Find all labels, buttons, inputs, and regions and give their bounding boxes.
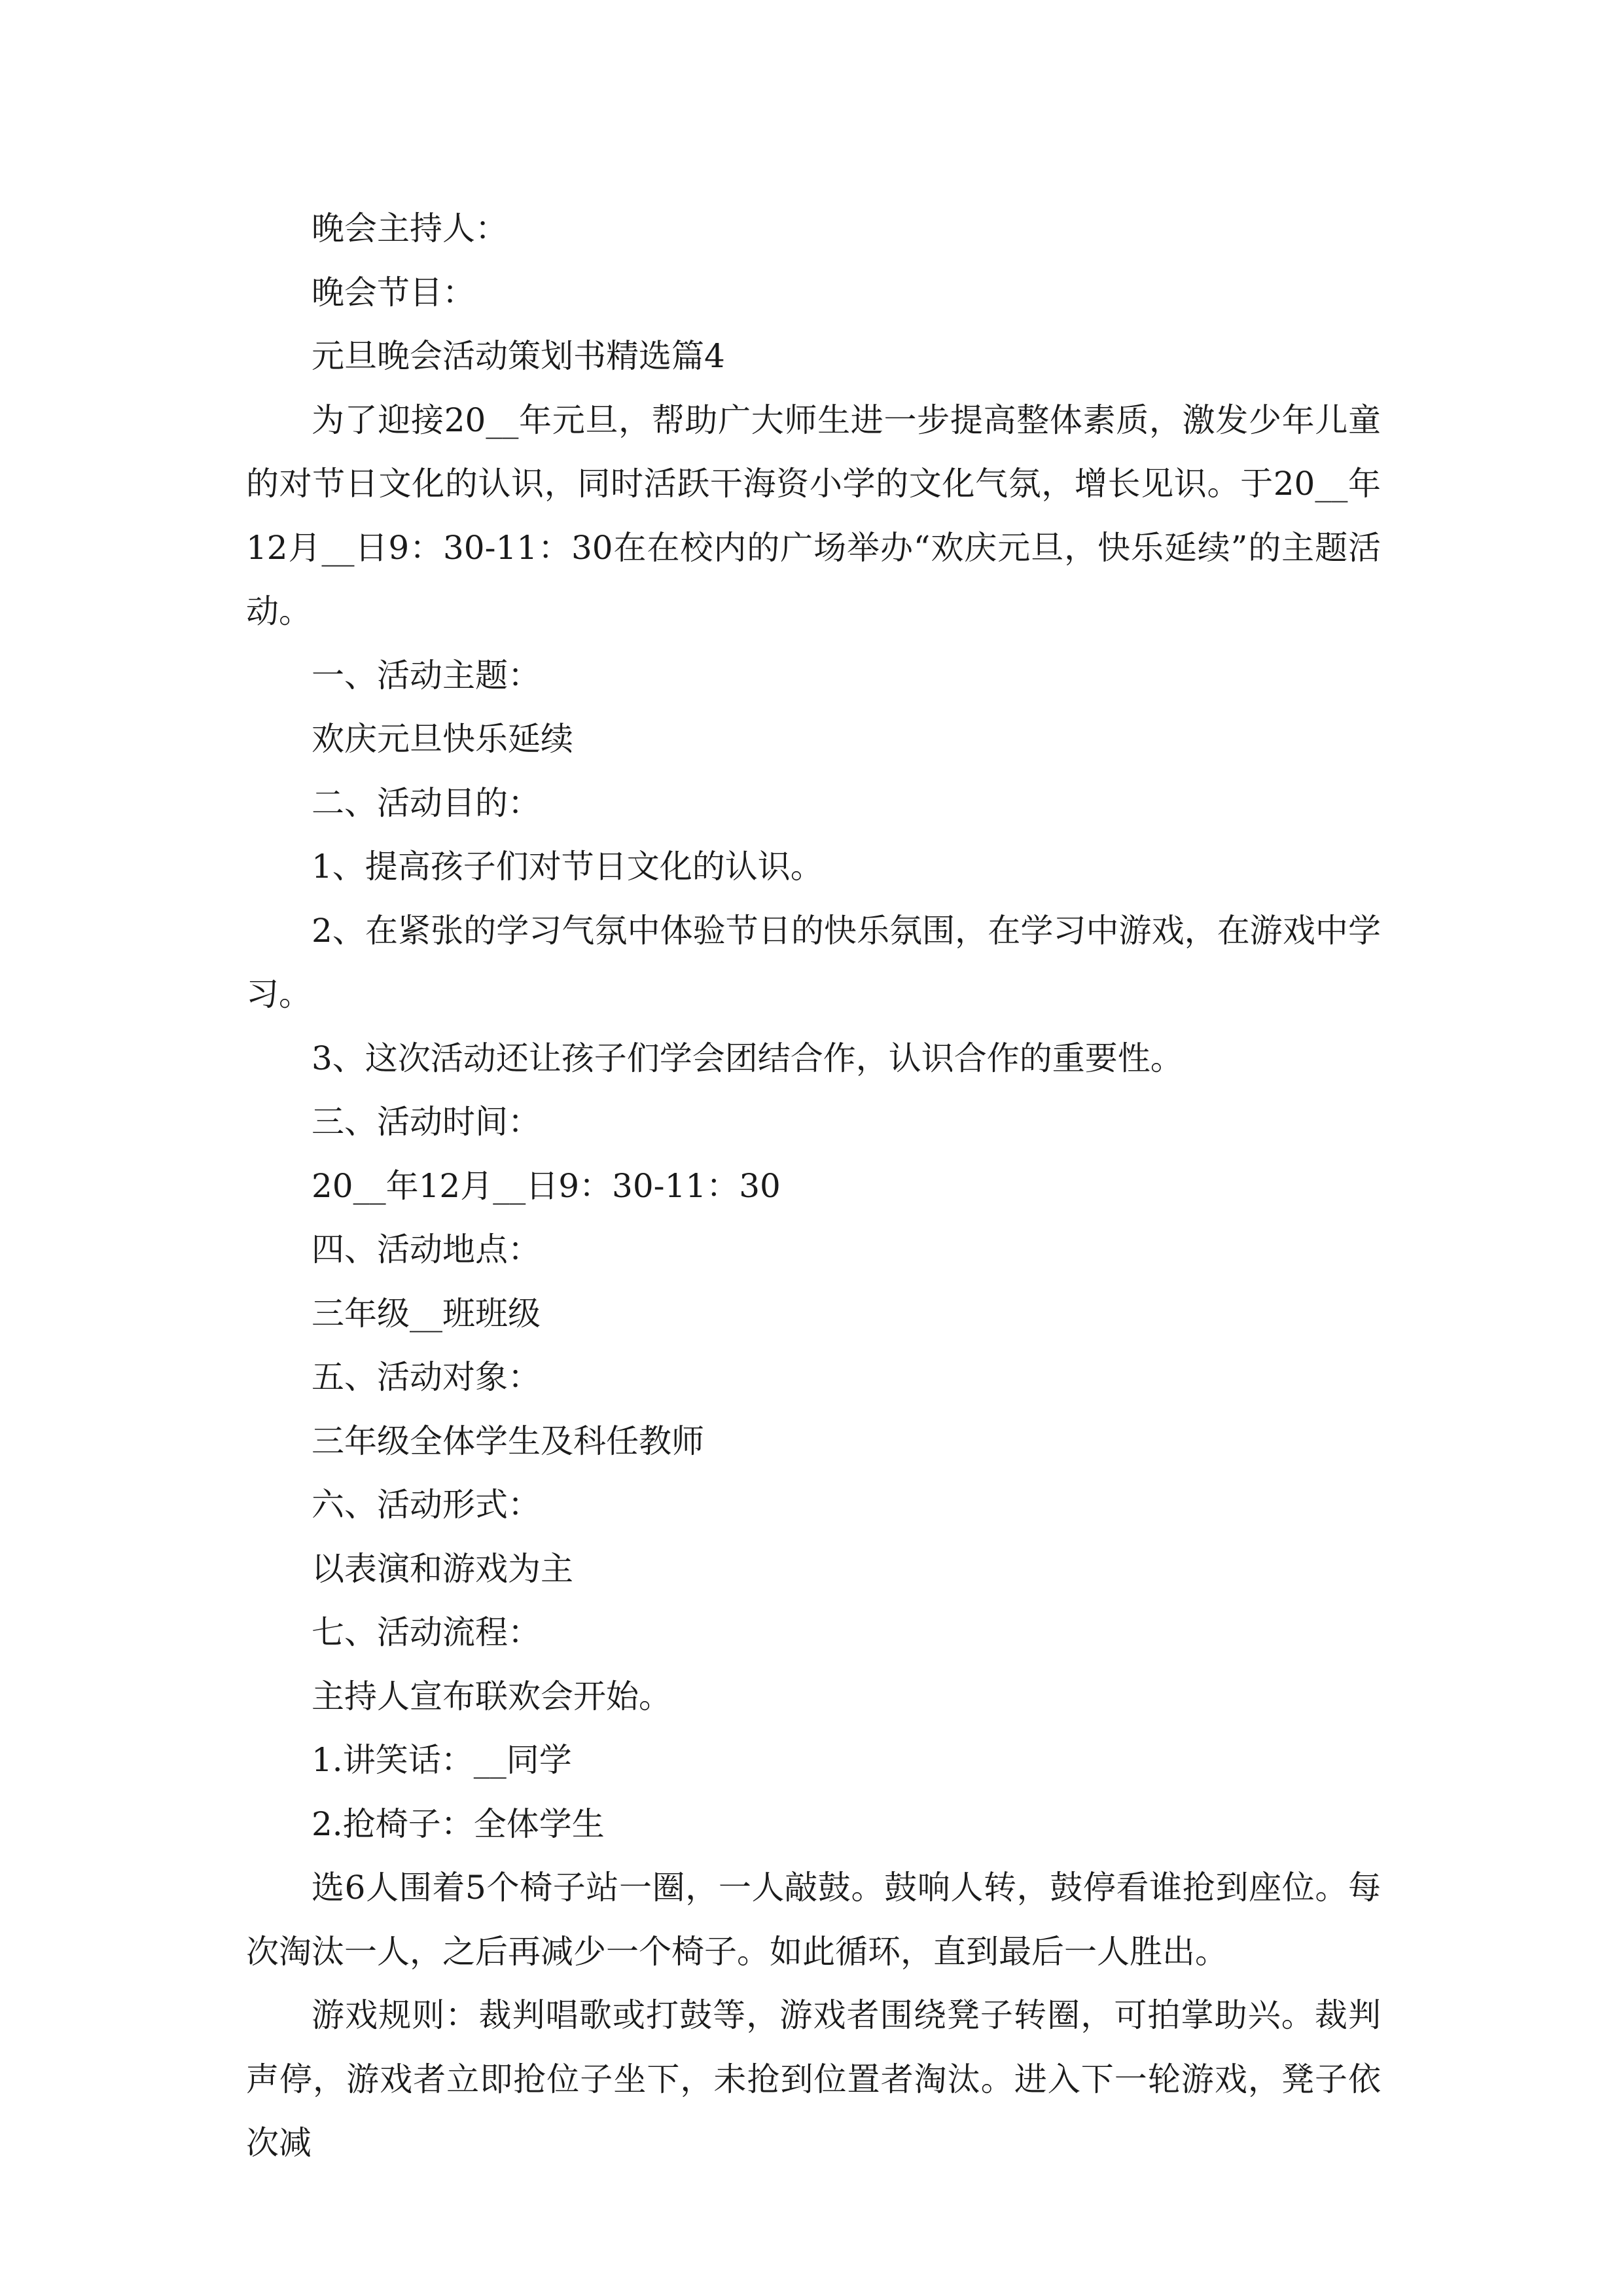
heading-process: 七、活动流程： (312, 1613, 541, 1651)
heading-location: 四、活动地点： (312, 1230, 541, 1268)
paragraph-program: 晚会节目： (312, 273, 475, 312)
paragraph-game-description: 选6人围着5个椅子站一圈，一人敲鼓。鼓响人转，鼓停看谁抢到座位。每次淘汰一人，之后再减少一个椅子。如此循环，直到最后一人胜出。 (246, 1869, 1381, 1971)
heading-purpose: 二、活动目的： (312, 783, 541, 822)
process-item-2: 2.抢椅子：全体学生 (312, 1804, 605, 1843)
paragraph-game-rules: 游戏规则：裁判唱歌或打鼓等，游戏者围绕凳子转圈，可拍掌助兴。裁判声停，游戏者立即抢位子坐下，未抢到位置者淘汰。进入下一轮游戏，凳子依次减 (246, 1996, 1381, 2162)
heading-time: 三、活动时间： (312, 1103, 541, 1141)
document-body (246, 197, 1381, 2176)
heading-format: 六、活动形式： (312, 1486, 541, 1524)
purpose-item-3: 3、这次活动还让孩子们学会团结合作，认识合作的重要性。 (312, 1039, 1183, 1077)
paragraph-time: 20__年12月__日9：30-11：30 (312, 1166, 781, 1205)
heading-audience: 五、活动对象： (312, 1358, 541, 1396)
section-title: 元旦晚会活动策划书精选篇4 (312, 337, 725, 375)
purpose-item-2: 2、在紧张的学习气氛中体验节日的快乐氛围，在学习中游戏，在游戏中学习。 (246, 911, 1381, 1013)
paragraph-host: 晚会主持人： (312, 209, 508, 247)
paragraph-theme: 欢庆元旦快乐延续 (312, 720, 573, 758)
paragraph-audience: 三年级全体学生及科任教师 (312, 1422, 704, 1460)
paragraph-intro: 为了迎接20__年元旦，帮助广大师生进一步提高整体素质，激发少年儿童的对节日文化的认识，同时活跃干海资小学的文化气氛，增长见识。于20__年12月__日9：30-11：30在在校内的广场举办“欢庆元旦，快乐延续”的主题活动。 (246, 401, 1381, 630)
heading-theme: 一、活动主题： (312, 656, 541, 694)
paragraph-format: 以表演和游戏为主 (312, 1549, 573, 1588)
paragraph-location: 三年级__班班级 (312, 1294, 541, 1333)
process-item-1: 1.讲笑话：__同学 (312, 1741, 572, 1779)
paragraph-opening: 主持人宣布联欢会开始。 (312, 1677, 671, 1715)
purpose-item-1: 1、提高孩子们对节日文化的认识。 (312, 848, 823, 886)
